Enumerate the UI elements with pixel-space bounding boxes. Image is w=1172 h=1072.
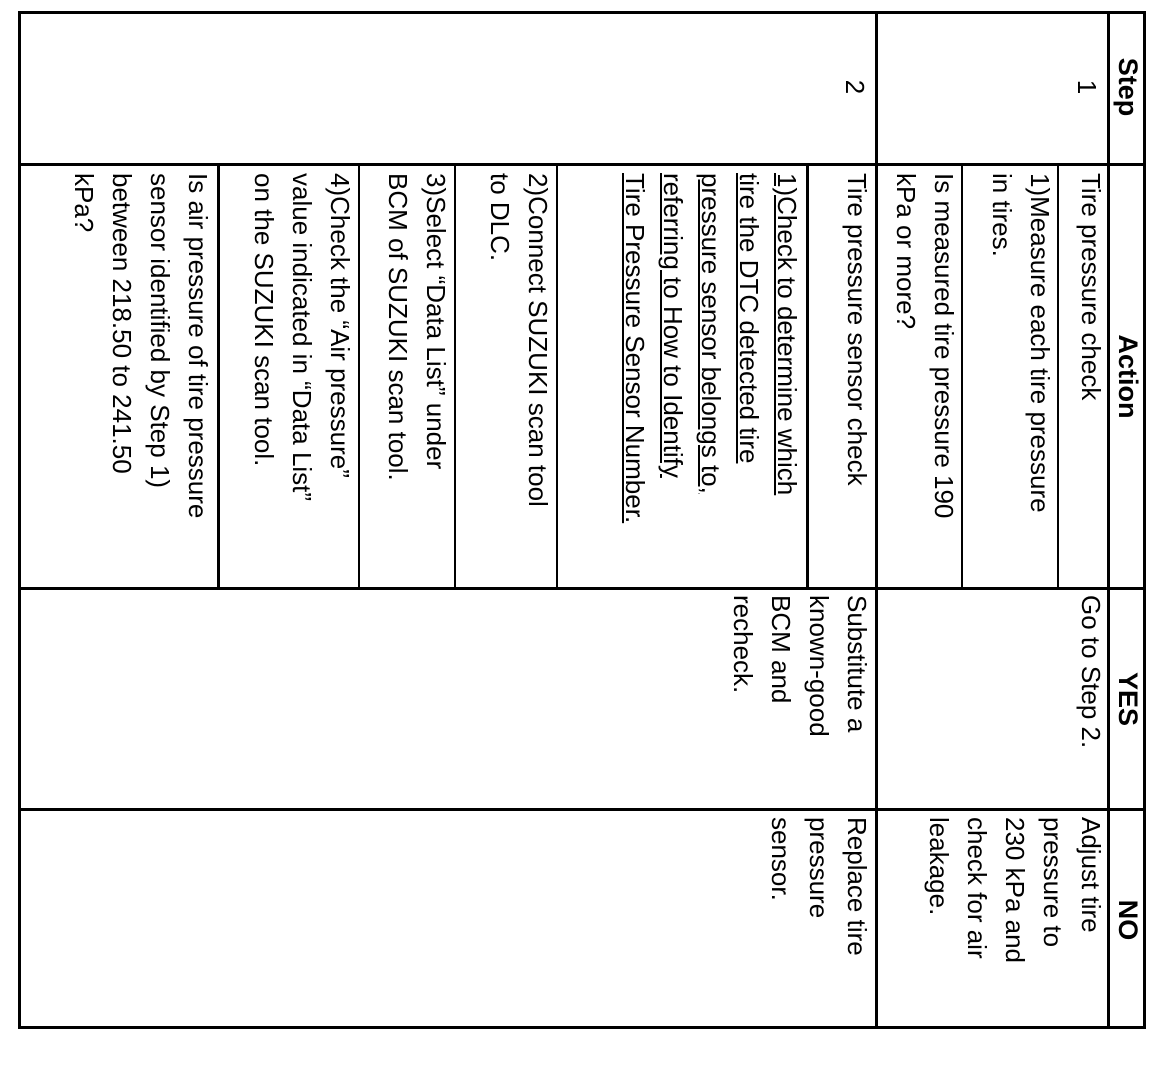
column-divider (18, 163, 1146, 166)
action-divider (217, 166, 220, 587)
action-instruction: 4)Check the “Air pressure” value indicated in “Data List” on the SUZUKI scan tool. (249, 173, 355, 502)
action-instruction: 3)Select “Data List” under BCM of SUZUKI scan tool. (383, 173, 451, 481)
action-instruction: 1)Measure each tire pressure in tires. (987, 173, 1055, 513)
header-no: NO (1113, 899, 1143, 941)
step-number: 1 (1072, 79, 1102, 95)
action-divider (806, 166, 809, 587)
no-result: Adjust tire pressure to 230 kPa and check for air leakage. (924, 817, 1106, 964)
action-title: Tire pressure sensor check (842, 173, 872, 486)
action-question: Is air pressure of tire pressure sensor identified by Step 1) between 218.50 to 241.50 kPa? (69, 173, 213, 519)
header-step: Step (1113, 57, 1143, 117)
diagnostic-table (18, 11, 1146, 1029)
action-title: Tire pressure check (1076, 173, 1106, 401)
action-instruction: 2)Connect SUZUKI scan tool to DLC. (485, 173, 553, 507)
action-question: Is measured tire pressure 190 kPa or more? (891, 173, 959, 519)
header-action: Action (1113, 334, 1143, 419)
yes-result: Substitute a known-good BCM and recheck. (728, 595, 872, 737)
identify-sensor-link[interactable]: 1)Check to determine which tire the DTC detected tire pressure sensor belongs to, referring to How to Identify Tire Pressure Sensor Number. (620, 173, 802, 524)
yes-result: Go to Step 2. (1076, 595, 1106, 749)
column-divider (18, 587, 1146, 590)
step-number: 2 (840, 79, 870, 95)
no-result: Replace tire pressure sensor. (766, 817, 872, 956)
header-yes: YES (1113, 671, 1143, 727)
column-divider (18, 808, 1146, 811)
